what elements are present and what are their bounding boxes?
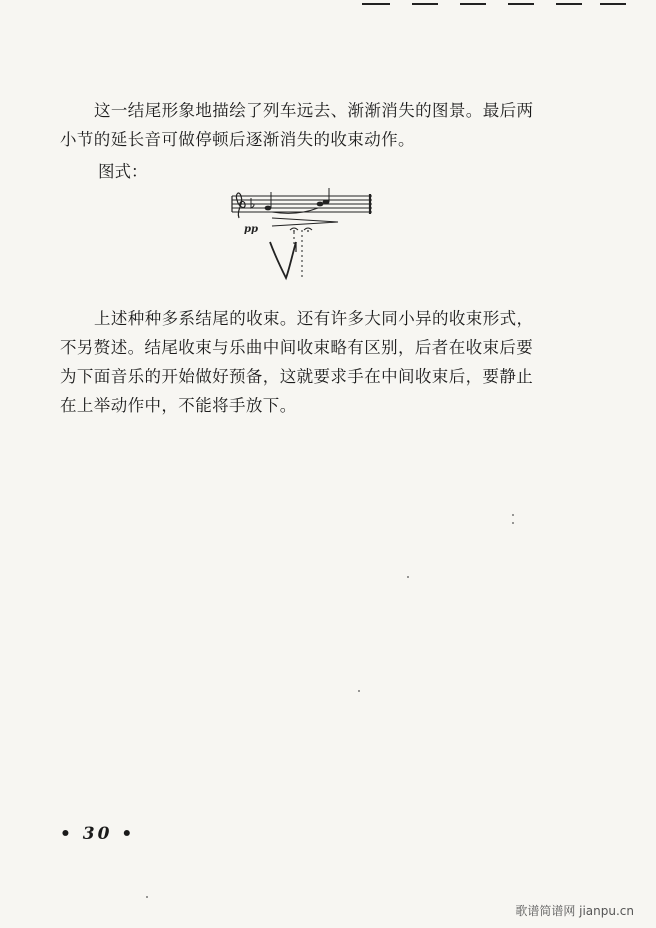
figure-label: 图式： <box>98 162 148 181</box>
paragraph-2 <box>60 304 560 420</box>
scan-speck <box>358 690 360 692</box>
conducting-figure <box>222 186 382 286</box>
top-edge-rule <box>412 3 438 5</box>
paragraph-2-line-3: 为下面音乐的开始做好预备，这就要求手在中间收束后，要静止 <box>60 367 534 386</box>
page-number: • 30 • <box>60 824 136 844</box>
music-staff-diagram <box>222 186 382 286</box>
dynamic-marking-pp: pp <box>244 224 258 235</box>
top-edge-rule <box>556 3 582 5</box>
top-edge-rule <box>362 3 390 5</box>
site-watermark: 歌谱简谱网 jianpu.cn <box>515 904 634 918</box>
paragraph-2-line-4: 在上举动作中，不能将手放下。 <box>60 396 297 415</box>
paragraph-1 <box>60 96 560 154</box>
top-edge-rule <box>508 3 534 5</box>
top-edge-rule <box>600 3 626 5</box>
top-edge-rule <box>460 3 486 5</box>
paragraph-1-line-1: 这一结尾形象地描绘了列车远去、渐渐消失的图景。最后两 <box>94 101 534 120</box>
paragraph-2-line-2: 不另赘述。结尾收束与乐曲中间收束略有区别，后者在收束后要 <box>60 338 534 357</box>
paragraph-1-line-2: 小节的延长音可做停顿后逐渐消失的收束动作。 <box>60 130 415 149</box>
scan-speck <box>512 514 514 516</box>
paragraph-2-line-1: 上述种种多系结尾的收束。还有许多大同小异的收束形式， <box>94 309 534 328</box>
scan-speck <box>407 576 409 578</box>
scan-speck <box>146 896 148 898</box>
scan-speck <box>512 522 514 524</box>
